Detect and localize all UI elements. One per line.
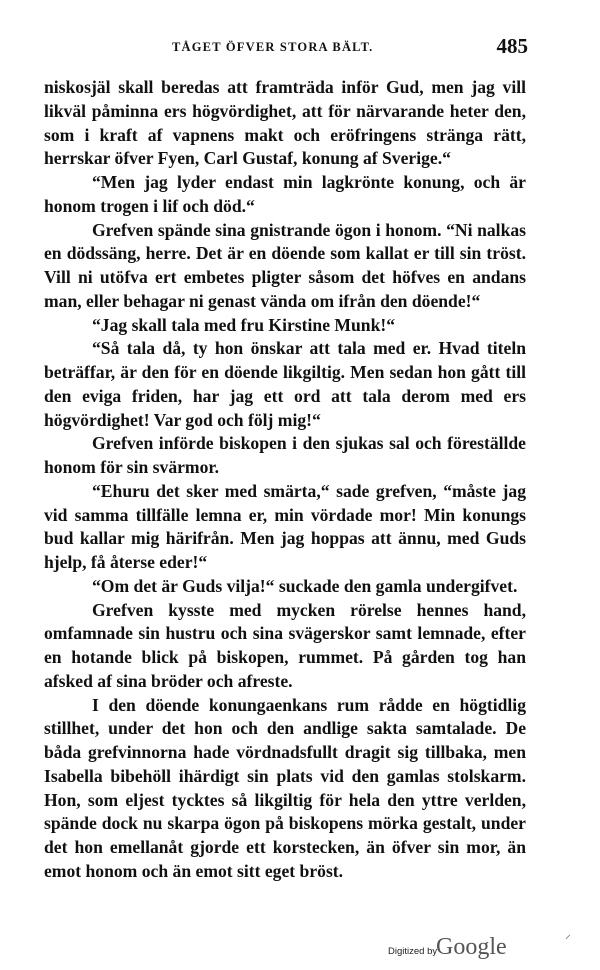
paragraph: “Om det är Guds vilja!“ suckade den gamla undergifvet. (92, 575, 518, 596)
paragraph: “Men jag lyder endast min lagkrönte konung, och är honom trogen i lif och död.“ (44, 172, 526, 216)
scan-mark-icon: ⸝ (565, 927, 572, 941)
paragraph-continued: niskosjäl skall beredas att framträda inför Gud, men jag vill likväl påminna ers högvördighet, att för närvarande heter den, som i kraft af vapnens makt och eröfringens stränga rätt, herrskar öfver Fyen, Carl Gustaf, konung af Sverige.“ (44, 77, 526, 169)
paragraph: Grefven införde biskopen i den sjukas sal och föreställde honom för sin svärmor. (44, 433, 526, 477)
paragraph: “Så tala då, ty hon önskar att tala med er. Hvad titeln beträffar, är den för en döende likgiltig. Men sedan hon gått till den eviga friden, har jag ett ord att tala derom med ers högvördighet! Var god och följ mig!“ (44, 338, 526, 430)
paragraph: “Ehuru det sker med smärta,“ sade grefven, “måste jag vid samma tillfälle lemna er, min vördade mor! Min konungs bud kallar mig härifrån. Men jag hoppas att ännu, med Guds hjelp, få återse eder!“ (44, 480, 526, 572)
digitized-by-label: Digitized by (388, 946, 438, 957)
paragraph: “Jag skall tala med fru Kirstine Munk!“ (92, 314, 396, 335)
running-header (40, 34, 528, 58)
google-logo: Google (436, 934, 507, 960)
running-title: TÅGET ÖFVER STORA BÄLT. (172, 40, 374, 54)
paragraph: I den döende konungaenkans rum rådde en högtidlig stillhet, under det hon och den andlige sakta samtalade. De båda grefvinnorna hade vördnadsfullt dragit sig tillbaka, men Isabella bibehöll ihärdigt sin plats vid den gamlas stolskarm. Hon, som eljest tycktes så likgiltig för hela den yttre verlden, spände dock nu skarpa ögon på biskopens mörka gestalt, under det hon emellanåt gjorde ett korstecken, än öfver sin mor, än emot honom och än emot sitt eget bröst. (44, 694, 526, 881)
page-number: 485 (496, 34, 528, 58)
paragraph: Grefven kysste med mycken rörelse hennes hand, omfamnade sin hustru och sina svägerskor samt lemnade, efter en hotande blick på biskopen, rummet. På gården tog han afsked af sina bröder och afreste. (44, 599, 526, 691)
body-text (44, 76, 526, 884)
paragraph: Grefven spände sina gnistrande ögon i honom. “Ni nalkas en dödssäng, herre. Det är en döende som kallat er till sin tröst. Vill ni utöfva ert embetes pligter såsom det höfves en andans man, eller behagar ni genast vända om ifrån den döende!“ (44, 219, 526, 311)
